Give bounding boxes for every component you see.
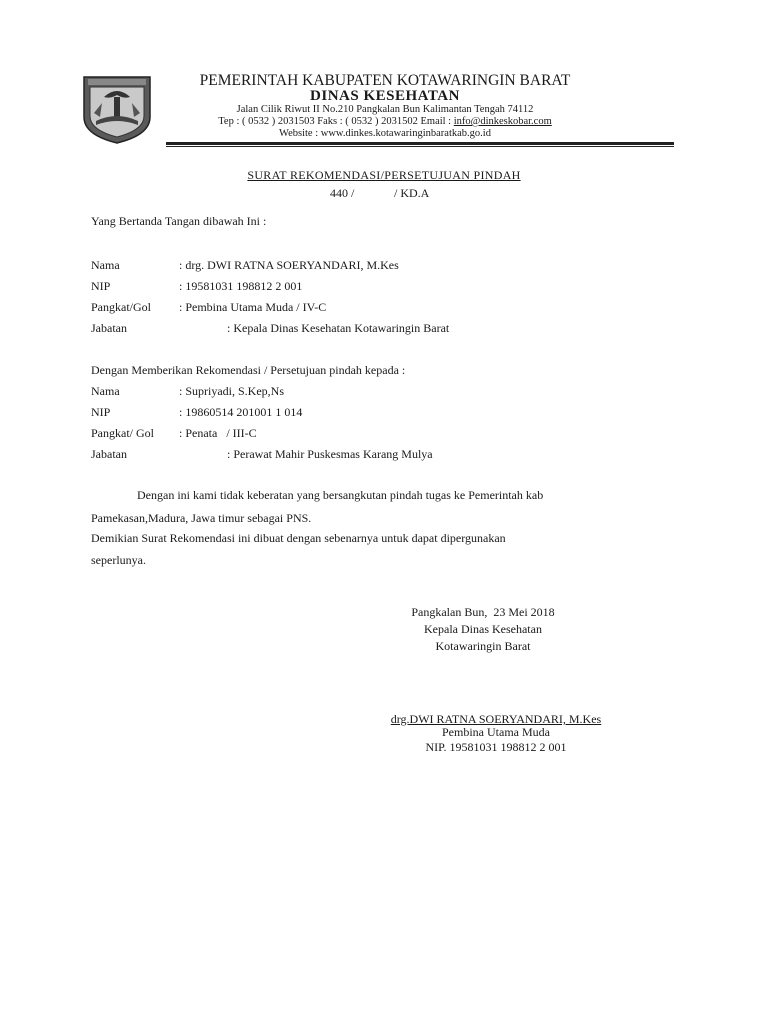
subject-rank-label: Pangkat/ Gol bbox=[91, 426, 154, 440]
subject-name-value: : Supriyadi, S.Kep,Ns bbox=[179, 384, 284, 398]
signer-name-value: : drg. DWI RATNA SOERYANDARI, M.Kes bbox=[179, 258, 399, 272]
signer-rank-value: : Pembina Utama Muda / IV-C bbox=[179, 300, 327, 314]
letterhead-phone-fax: Tep : ( 0532 ) 2031503 Faks : ( 0532 ) 2031502 Email : bbox=[218, 116, 454, 127]
signer-name-label: Nama bbox=[91, 258, 120, 272]
body-paragraph-2-line-2: seperlunya. bbox=[91, 553, 146, 567]
letterhead-contact bbox=[160, 116, 610, 128]
closing-place-date: Pangkalan Bun, 23 Mei 2018 bbox=[411, 605, 555, 619]
signer-nip-value: : 19581031 198812 2 001 bbox=[179, 279, 303, 293]
closing-role-line-2: Kotawaringin Barat bbox=[435, 639, 531, 653]
closing-signer-rank: Pembina Utama Muda bbox=[442, 725, 550, 739]
recommend-intro: Dengan Memberikan Rekomendasi / Persetujuan pindah kepada : bbox=[91, 363, 406, 377]
letterhead-rule-thick bbox=[166, 142, 674, 145]
subject-nip-value: : 19860514 201001 1 014 bbox=[179, 405, 303, 419]
subject-name-label: Nama bbox=[91, 384, 120, 398]
signer-rank-label: Pangkat/Gol bbox=[91, 300, 151, 314]
letterhead-website: Website : www.dinkes.kotawaringinbaratkab.go.id bbox=[279, 128, 491, 139]
signer-position-value: : Kepala Dinas Kesehatan Kotawaringin Barat bbox=[227, 321, 450, 335]
subject-nip-label: NIP bbox=[91, 405, 111, 419]
closing-role-line-1: Kepala Dinas Kesehatan bbox=[424, 622, 542, 636]
document-title: SURAT REKOMENDASI/PERSETUJUAN PINDAH bbox=[247, 168, 521, 182]
signer-position-label: Jabatan bbox=[91, 321, 127, 335]
document-number-suffix: / KD.A bbox=[394, 186, 430, 200]
body-paragraph-1-line-1: Dengan ini kami tidak keberatan yang bersangkutan pindah tugas ke Pemerintah kab bbox=[137, 488, 544, 502]
signer-intro: Yang Bertanda Tangan dibawah Ini : bbox=[91, 214, 267, 228]
closing-signer-nip: NIP. 19581031 198812 2 001 bbox=[425, 740, 567, 754]
letterhead-rule-thin bbox=[166, 146, 674, 147]
body-paragraph-2-line-1: Demikian Surat Rekomendasi ini dibuat dengan sebenarnya untuk dapat dipergunakan bbox=[91, 531, 506, 545]
document-number bbox=[330, 186, 429, 201]
document-number-prefix: 440 / bbox=[330, 186, 355, 200]
body-paragraph-1-line-2: Pamekasan,Madura, Jawa timur sebagai PNS. bbox=[91, 511, 312, 525]
letterhead-agency: DINAS KESEHATAN bbox=[310, 88, 460, 104]
subject-position-label: Jabatan bbox=[91, 447, 127, 461]
subject-rank-value: : Penata / III-C bbox=[179, 426, 257, 440]
letterhead-email-link[interactable]: info@dinkeskobar.com bbox=[453, 116, 552, 127]
regency-emblem-icon bbox=[80, 73, 154, 145]
subject-position-value: : Perawat Mahir Puskesmas Karang Mulya bbox=[227, 447, 433, 461]
letterhead-address: Jalan Cilik Riwut II No.210 Pangkalan Bun Kalimantan Tengah 74112 bbox=[236, 104, 534, 115]
letterhead-government: PEMERINTAH KABUPATEN KOTAWARINGIN BARAT bbox=[199, 72, 571, 89]
closing-signer-name: drg.DWI RATNA SOERYANDARI, M.Kes bbox=[390, 712, 602, 726]
signer-nip-label: NIP bbox=[91, 279, 111, 293]
